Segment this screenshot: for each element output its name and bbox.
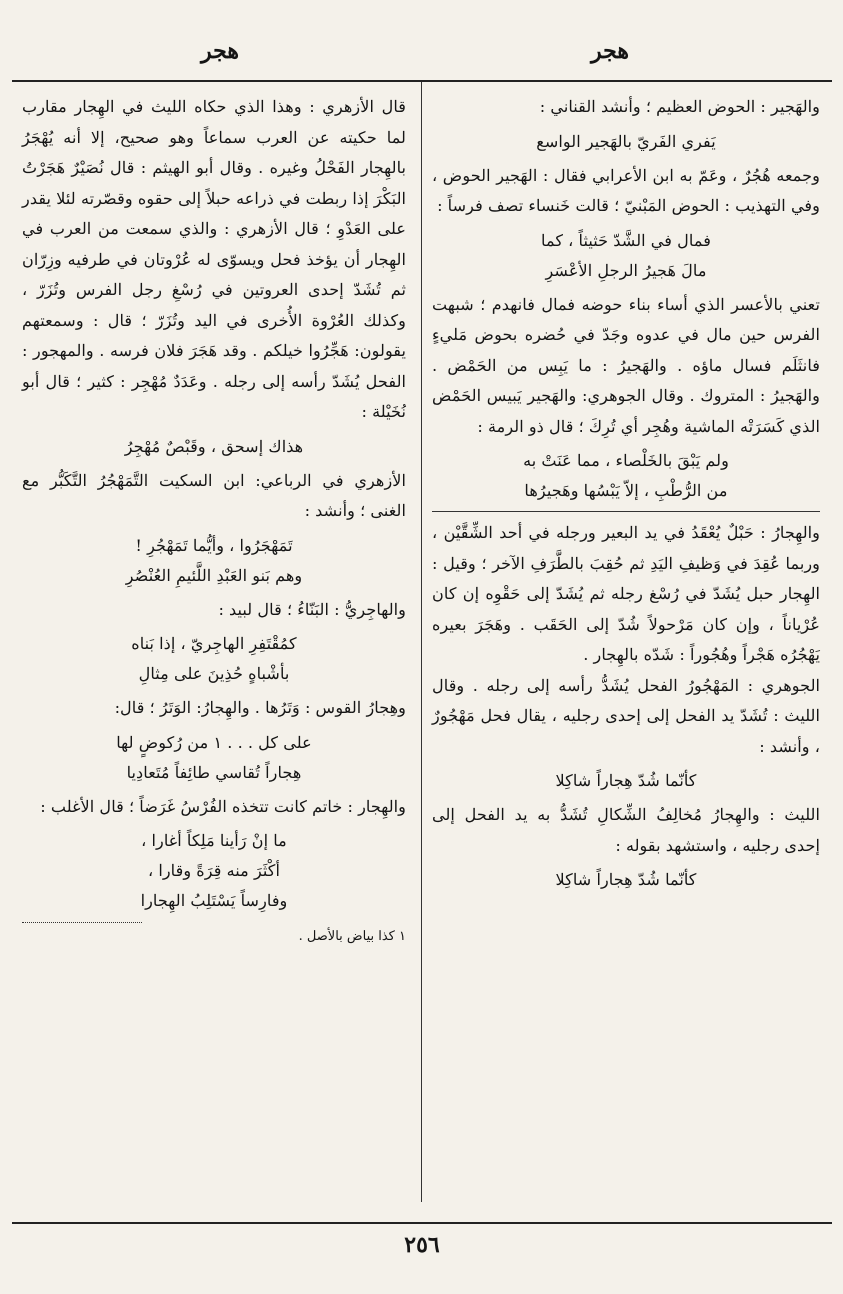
verse-quotation — [22, 531, 406, 591]
verse-line: ما إنْ رَأينا مَلِكاً أغارا ، — [141, 831, 287, 850]
page-number: ٢٥٦ — [404, 1232, 440, 1258]
entry-paragraph: الأزهري في الرباعي: ابن السكيت التَّمَهْجُرُ التَّكَبُّر مع الغنى ؛ وأنشد : — [22, 470, 406, 520]
verse-line: كأنّما شُدّ هِجاراً شاكِلا — [555, 870, 697, 889]
header-rule — [12, 80, 832, 82]
verse-quotation — [432, 127, 820, 157]
entry-paragraph: وهِجارُ القوس : وَتَرُها . والهِجارُ: الوَتَرُ ؛ قال: — [114, 698, 406, 717]
entry-paragraph: الليث : والهِجارُ مُخالِفُ الشِّكالِ تُشَدُّ به يد الفحل إلى إحدى رجليه ، واستشهد بقوله : — [432, 805, 820, 855]
section-separator — [432, 511, 820, 512]
right-column — [432, 92, 820, 899]
entry-paragraph: الجوهري : المَهْجُورُ الفحل يُشَدُّ رأسه إلى رجله . وقال الليث : تُشَدّ يد الفحل إلى إحدى رجليه ، يقال فحل مَهْجُورٌ ، وأنشد : — [432, 675, 820, 756]
running-headword-left: هجر — [201, 38, 239, 64]
running-headword-right: هجر — [591, 38, 629, 64]
verse-line: كأنّما شُدّ هِجاراً شاكِلا — [555, 771, 697, 790]
verse-line: تَمَهْجَرُوا ، وأيُّما تَمَهْجُرِ ! — [135, 535, 293, 555]
verse-line: على كل . . . ١ من رُكوضٍ لها — [116, 732, 312, 752]
verse-line: كمُقْتَفِرِ الهاجِريّ ، إذا بَناه — [131, 634, 297, 653]
verse-line: يَفري الفَريّ بالهَجير الواسع — [536, 131, 716, 151]
entry-paragraph: تعني بالأعسر الذي أساء بناء حوضه فمال فانهدم ؛ شبهت الفرس حين مال في عدوه وجَدّ في حُضره بحوض مَليءٍ فانثَلَم فسال ماؤه . والهَجيرُ : ما يَبِس من الحَمْض . والهَجيرُ : المتروك . وقال الجوهري: والهَجير يَبيس الحَمْض الذي كَسَرَتْه الماشية وهُجِر أي تُرِكَ ؛ قال ذو الرمة : — [432, 294, 820, 436]
verse-line: بأشْباهٍ حُذِينَ على مِثالِ — [138, 664, 290, 683]
entry-paragraph: وجمعه هُجُرٌ ، وعَمّ به ابن الأعرابي فقال : الهَجير الحوض ، وفي التهذيب : الحوض المَبْنيّ ؛ قالت خَنساء تصف فرساً : — [432, 165, 820, 215]
verse-line: من الرُّطْبِ ، إلاّ يَبْسُها وهَجيرُها — [524, 481, 728, 500]
entry-paragraph: والهاجِريُّ : البَنّاءُ ؛ قال لبيد : — [218, 599, 406, 619]
footer-rule — [12, 1222, 832, 1224]
footnote: ١ كذا بياض بالأصل . — [298, 929, 406, 944]
verse-quotation — [22, 826, 406, 916]
verse-quotation — [22, 629, 406, 689]
left-column — [22, 92, 406, 947]
page-header — [0, 38, 843, 78]
verse-quotation — [432, 226, 820, 286]
entry-paragraph: والهِجار : خاتم كانت تتخذه الفُرْسُ غَرَضاً ؛ قال الأغلب : — [40, 796, 406, 816]
entry-paragraph: والهَجير : الحوض العظيم ؛ وأنشد القناني : — [539, 97, 820, 116]
entry-paragraph: قال الأزهري : وهذا الذي حكاه الليث في الهِجار مقارب لما حكيته عن العرب سماعاً وهو صحيح، إلا أنه يُهْجَرُ بالهِجار الفَحْلُ وغيره . وقال أبو الهيثم : قال نُصَيْرٌ هَجَرْتُ البَكْرَ إذا ربطت في ذراعه حبلاً إلى حقوه وقصّرته لئلا يقدر على العَدْوِ ؛ قال الأزهري : والذي سمعت من العرب في الهِجار أن يؤخذ فحل ويسوّى له عُرْوتان في طرفيه وزِرّان ثم تُشَدّ إحدى العروتين في رُسْغِ رجل الفرس وتُزَرّ ، وكذلك العُرْوة الأُخرى في اليد وتُزَرّ ؛ قال : وسمعتهم يقولون: هَجِّرُوا خيلكم . وقد هَجَرَ فلان فرسه . والمهجور : الفحل يُشَدّ رأسه إلى رجله . وعَدَدٌ مُهْجِر : كثير ؛ قال أبو نُخَيْلة : — [22, 97, 406, 421]
verse-line: هِجاراً تُقاسي طائِفاً مُتَعادِيا — [126, 762, 302, 782]
verse-line: هذاك إسحق ، وقَبْصٌ مُهْجِرُ — [124, 436, 304, 456]
verse-line: وهم بَنو العَبْدِ اللَّئيمِ العُنْصُرِ — [125, 565, 303, 585]
column-divider — [421, 82, 422, 1202]
verse-line: أكْثَرَ منه قِرَةً وقارا ، — [147, 861, 280, 880]
verse-quotation — [22, 432, 406, 462]
verse-line: ولم يَبْقَ بالخَلْصاء ، مما عَنَتْ به — [523, 451, 729, 470]
verse-line: مالَ هَجيرُ الرجلِ الأعْسَرِ — [545, 260, 707, 280]
verse-quotation — [432, 766, 820, 796]
verse-line: فمال في الشَّدّ حَثيثاً ، كما — [541, 230, 711, 250]
verse-line: وفارِساً يَسْتَلِبُ الهِجارا — [140, 891, 288, 910]
entry-paragraph: والهِجارُ : حَبْلٌ يُعْقَدُ في يد البعير ورجله في أحد الشِّقَّيْن ، وربما عُقِدَ في وَظيفِ اليَدِ ثم حُقِبَ بالطَّرَفِ الآخر ؛ وقيل : الهِجار حبل يُشَدّ في رُسْغ رجله ثم يُشَدّ إلى حَقْوِه إن كان عُرْياناً ، وإن كان مَرْحولاً شُدّ إلى الحَقَب . وهَجَرَ بعيره يَهْجُرُه هَجْراً وهُجُوراً : شَدّه بالهِجار . — [432, 523, 820, 664]
footnote-separator — [22, 922, 142, 923]
verse-quotation — [22, 728, 406, 788]
verse-quotation — [432, 865, 820, 895]
verse-quotation — [432, 446, 820, 506]
